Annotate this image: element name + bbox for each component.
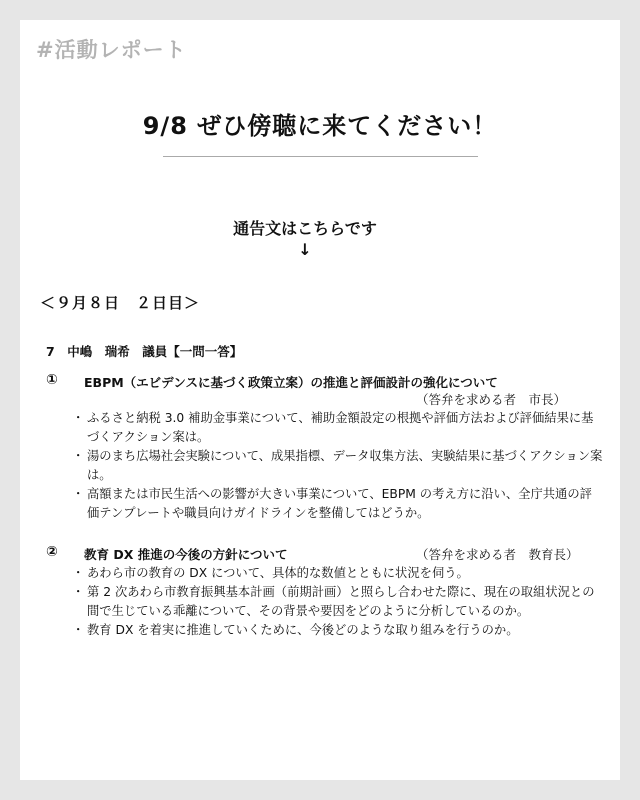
hashtag-label: #活動レポート [36,38,187,62]
divider [163,156,478,157]
report-card [20,20,620,780]
question-1-bullets [74,409,604,523]
question-1-title: EBPM（エビデンスに基づく政策立案）の推進と評価設計の強化について [84,375,498,390]
question-1-number: ① [46,372,58,388]
question-2-title: 教育 DX 推進の今後の方針について [84,547,288,562]
notice-text: 通告文はこちらです [233,219,377,238]
session-day: ＜９月８日 ２日目＞ [40,294,201,312]
headline: 9/8 ぜひ傍聴に来てください！ [142,112,498,140]
question-1-respondent: （答弁を求める者 市長） [416,392,567,407]
list-item: ・ 教育 DX を着実に推進していくために、今後どのような取り組みを行うのか。 [74,621,604,640]
question-2-respondent: （答弁を求める者 教育長） [416,547,579,562]
list-item: ・ 湯のまち広場社会実験について、成果指標、データ収集方法、実験結果に基づくアクション案は。 [74,447,604,485]
down-arrow-icon: ↓ [298,240,312,259]
question-2-bullets [74,564,604,640]
list-item: ・ 高額または市民生活への影響が大きい事業について、EBPM の考え方に沿い、全庁共通の評価テンプレートや職員向けガイドラインを整備してはどうか。 [74,485,604,523]
list-item: ・ ふるさと納税 3.0 補助金事業について、補助金額設定の根拠や評価方法および評価結果に基づくアクション案は。 [74,409,604,447]
list-item: ・ あわら市の教育の DX について、具体的な数値とともに状況を伺う。 [74,564,604,583]
list-item: ・ 第 2 次あわら市教育振興基本計画（前期計画）と照らし合わせた際に、現在の取組状況との間で生じている乖離について、その背景や要因をどのように分析しているのか。 [74,583,604,621]
question-2-number: ② [46,544,58,560]
member-heading: 7 中嶋 瑞希 議員【一問一答】 [46,344,243,359]
